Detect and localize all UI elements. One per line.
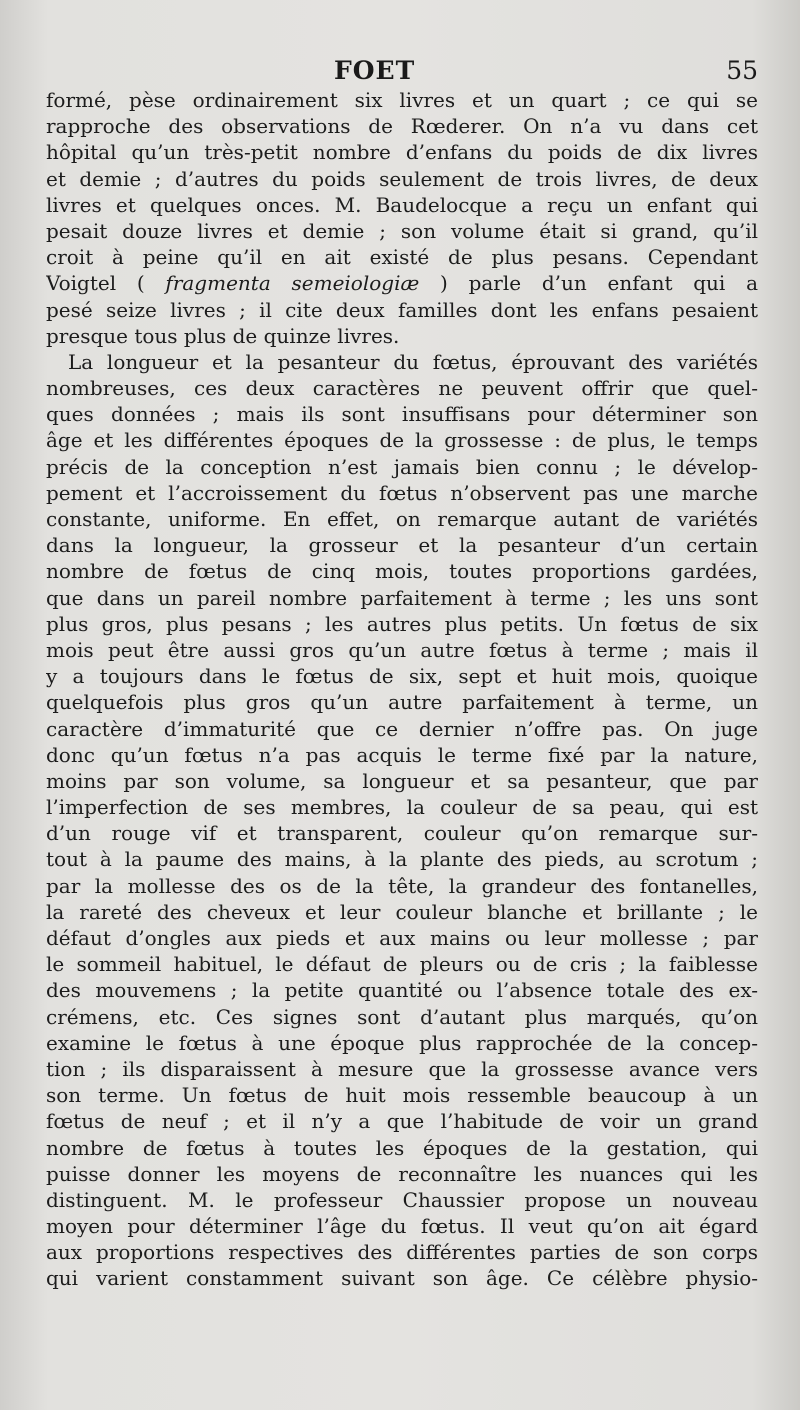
- text-line: donc qu’un fœtus n’a pas acquis le terme fixé par la nature,: [46, 742, 758, 767]
- text-line: tout à la paume des mains, à la plante des pieds, au scrotum ;: [46, 847, 758, 872]
- text-line: pement et l’accroissement du fœtus n’observent pas une marche: [46, 480, 758, 505]
- text-line: des mouvemens ; la petite quantité ou l’absence totale des ex-: [46, 978, 758, 1003]
- text-line: dans la longueur, la grosseur et la pesanteur d’un certain: [46, 533, 758, 558]
- text-line: mois peut être aussi gros qu’un autre fœtus à terme ; mais il: [46, 637, 758, 662]
- text-line: livres et quelques onces. M. Baudelocque a reçu un enfant qui: [46, 192, 758, 217]
- text-line: moins par son volume, sa longueur et sa pesanteur, que par: [46, 768, 758, 793]
- text-line: nombre de fœtus de cinq mois, toutes proportions gardées,: [46, 559, 758, 584]
- text-line: nombreuses, ces deux caractères ne peuvent offrir que quel-: [46, 376, 758, 401]
- text-line: presque tous plus de quinze livres.: [46, 323, 400, 348]
- text-line: formé, pèse ordinairement six livres et un quart ; ce qui se: [46, 88, 758, 112]
- italic-title: fragmenta semeiologiæ: [165, 271, 420, 296]
- text-line: plus gros, plus pesans ; les autres plus petits. Un fœtus de six: [46, 611, 758, 636]
- paragraph-1: [46, 87, 758, 349]
- text-line: qui varient constamment suivant son âge. Ce célèbre physio-: [46, 1266, 758, 1291]
- text-line: fœtus de neuf ; et il n’y a que l’habitude de voir un grand: [46, 1109, 758, 1134]
- text-line: puisse donner les moyens de reconnaître les nuances qui les: [46, 1161, 758, 1186]
- running-head: FOET: [334, 56, 416, 85]
- text-line: que dans un pareil nombre parfaitement à terme ; les uns sont: [46, 585, 758, 610]
- text-line: d’un rouge vif et transparent, couleur qu’on remarque sur-: [46, 821, 758, 846]
- body-text: [46, 87, 758, 1292]
- text-line: l’imperfection de ses membres, la couleur de sa peau, qui est: [46, 795, 758, 820]
- text-line: âge et les différentes époques de la grossesse : de plus, le temps: [46, 428, 758, 453]
- text-line: examine le fœtus à une époque plus rapprochée de la concep-: [46, 1030, 758, 1055]
- text-segment: Voigtel (: [46, 271, 166, 296]
- text-line: rapproche des observations de Rœderer. On n’a vu dans cet: [46, 114, 758, 139]
- text-line: constante, uniforme. En effet, on remarque autant de variétés: [46, 507, 758, 531]
- text-segment: ) parle d’un enfant qui a: [419, 271, 758, 296]
- text-line: La longueur et la pesanteur du fœtus, éprouvant des variétés: [68, 349, 758, 374]
- text-line: la rareté des cheveux et leur couleur blanche et brillante ; le: [46, 899, 758, 924]
- text-line: pesé seize livres ; il cite deux familles dont les enfans pesaient: [46, 297, 758, 322]
- text-line: son terme. Un fœtus de huit mois ressemble beaucoup à un: [46, 1083, 758, 1108]
- text-line: moyen pour déterminer l’âge du fœtus. Il veut qu’on ait égard: [46, 1214, 758, 1239]
- text-line: quelquefois plus gros qu’un autre parfaitement à terme, un: [46, 690, 758, 715]
- paragraph-2: [46, 349, 758, 1292]
- text-line: le sommeil habituel, le défaut de pleurs ou de cris ; la faiblesse: [46, 952, 758, 977]
- text-line: hôpital qu’un très-petit nombre d’enfans du poids de dix livres: [46, 140, 758, 165]
- page-number: 55: [726, 56, 758, 85]
- text-line: nombre de fœtus à toutes les époques de la gestation, qui: [46, 1135, 758, 1160]
- text-line: par la mollesse des os de la tête, la grandeur des fontanelles,: [46, 873, 758, 898]
- text-line: et demie ; d’autres du poids seulement de trois livres, de deux: [46, 166, 758, 191]
- text-line: aux proportions respectives des différentes parties de son corps: [46, 1240, 758, 1265]
- text-line: caractère d’immaturité que ce dernier n’offre pas. On juge: [46, 716, 758, 741]
- text-line: défaut d’ongles aux pieds et aux mains ou leur mollesse ; par: [46, 926, 758, 950]
- page-header: [46, 50, 758, 90]
- text-line: [46, 270, 758, 296]
- text-line: y a toujours dans le fœtus de six, sept et huit mois, quoique: [46, 664, 758, 689]
- text-line: précis de la conception n’est jamais bien connu ; le dévelop-: [46, 454, 758, 479]
- text-line: ques données ; mais ils sont insuffisans pour déterminer son: [46, 402, 758, 427]
- text-line: crémens, etc. Ces signes sont d’autant plus marqués, qu’on: [46, 1004, 758, 1029]
- text-line: distinguent. M. le professeur Chaussier propose un nouveau: [46, 1187, 758, 1212]
- text-line: pesait douze livres et demie ; son volume était si grand, qu’il: [46, 218, 758, 243]
- text-line: croit à peine qu’il en ait existé de plus pesans. Cependant: [46, 245, 758, 270]
- text-line: tion ; ils disparaissent à mesure que la grossesse avance vers: [46, 1056, 758, 1081]
